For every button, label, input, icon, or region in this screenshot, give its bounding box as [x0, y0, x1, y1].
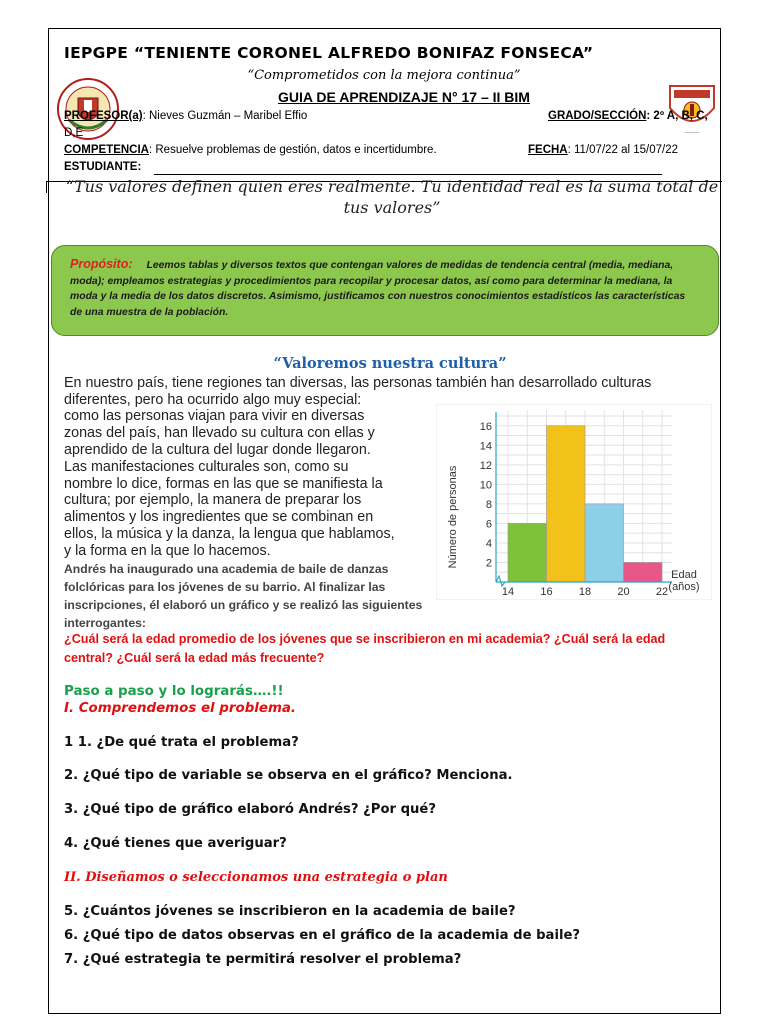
intro-line: Las manifestaciones culturales son, como su — [64, 459, 349, 475]
purpose-label: Propósito: — [70, 257, 133, 271]
age-histogram — [436, 404, 712, 600]
quote-bracket-left-v — [46, 181, 47, 193]
grado-continued: D,E — [64, 127, 84, 139]
grado-label: GRADO/SECCIÓN — [548, 110, 647, 122]
x-axis-label: Edad (años) — [668, 569, 700, 593]
x-tick-label: 20 — [617, 586, 630, 598]
grado-row — [548, 110, 708, 122]
question-item: 6. ¿Qué tipo de datos observas en el gráfico de la academia de baile? — [64, 928, 581, 943]
histogram-bar — [508, 523, 547, 582]
y-tick-label: 6 — [485, 518, 492, 531]
fecha-value: : 11/07/22 al 15/07/22 — [567, 144, 679, 156]
y-tick-label: 8 — [485, 498, 492, 511]
question-item: 3. ¿Qué tipo de gráfico elaboró Andrés? ¿Por qué? — [64, 802, 437, 817]
school-motto: “Comprometidos con la mejora continua” — [247, 68, 521, 83]
y-axis-label: Número de personas — [447, 465, 459, 569]
intro-line: alimentos y los ingredientes que se combinan en — [64, 509, 374, 525]
y-tick-label: 4 — [485, 537, 492, 550]
intro-line: cultura; por ejemplo, la manera de preparar los — [64, 492, 362, 508]
fecha-row — [528, 144, 678, 156]
histogram-bar — [585, 504, 624, 582]
question-item: 7. ¿Qué estrategia te permitirá resolver el problema? — [64, 952, 462, 967]
profesor-label: PROFESOR(a) — [64, 110, 143, 122]
histogram-bar — [547, 426, 586, 582]
estudiante-label: ESTUDIANTE: — [64, 161, 142, 173]
section-title: “Valoremos nuestra cultura” — [273, 355, 507, 372]
purpose-text: Leemos tablas y diversos textos que contengan valores de medidas de tendencia central (media, mediana, moda); empleamos estrategias y procedimientos para recopilar y procesar datos, así como para determinar la mediana, la moda y la media de los datos discretos. Asimismo, justificamos con nuestros conocimientos estadísticos las características de una muestra de la población. — [70, 260, 686, 318]
intro-line: aprendido de la cultura del lugar donde llegaron. — [64, 442, 371, 458]
intro-line: ellos, la música y la danza, la lengua que hablamos, — [64, 526, 395, 542]
intro-line: diferentes, pero ha ocurrido algo muy especial: — [64, 392, 362, 408]
purpose-box — [51, 245, 719, 336]
key-questions: ¿Cuál será la edad promedio de los jóvenes que se inscribieron en mi academia? ¿Cuál será la edad central? ¿Cuál será la edad más frecuente? — [64, 632, 666, 665]
estudiante-line — [154, 174, 662, 175]
profesor-row — [64, 110, 307, 122]
profesor-value: : Nieves Guzmán – Maribel Effio — [142, 110, 308, 122]
question-item: 1 1. ¿De qué trata el problema? — [64, 735, 299, 750]
question-item: 4. ¿Qué tienes que averiguar? — [64, 836, 287, 851]
question-item: 2. ¿Qué tipo de variable se observa en el gráfico? Menciona. — [64, 768, 513, 783]
intro-line: En nuestro país, tiene regiones tan diversas, las personas también han desarrollado culturas — [64, 375, 652, 391]
school-logo — [664, 76, 720, 136]
x-tick-label: 14 — [501, 586, 515, 598]
andres-paragraph: Andrés ha inaugurado una academia de baile de danzas folclóricas para los jóvenes de su barrio. Al finalizar las inscripciones, él elaboró un gráfico y se realizó las siguientes interrogantes: — [64, 562, 423, 630]
x-tick-label: 18 — [578, 586, 592, 598]
step-1-title: I. Comprendemos el problema. — [64, 701, 297, 716]
competencia-value: : Resuelve problemas de gestión, datos e incertidumbre. — [148, 144, 437, 156]
x-tick-label: 22 — [655, 586, 669, 598]
school-name: IEPGPE “TENIENTE CORONEL ALFREDO BONIFAZ FONSECA” — [64, 44, 594, 62]
y-tick-label: 2 — [485, 557, 492, 570]
y-tick-label: 14 — [479, 440, 492, 453]
intro-line: como las personas viajan para vivir en diversas — [64, 408, 365, 424]
fecha-label: FECHA — [528, 144, 568, 156]
step-by-step-heading: Paso a paso y lo lograrás….!! — [64, 684, 284, 699]
competencia-row — [64, 144, 437, 156]
values-quote: “Tus valores definen quien eres realmente. Tu identidad real es la suma total de tus valores” — [65, 177, 719, 217]
intro-line: y la forma en la que lo hacemos. — [64, 543, 271, 559]
step-2-title: II. Diseñamos o seleccionamos una estrategia o plan — [64, 870, 448, 885]
svg-text:_____: _____ — [685, 128, 699, 134]
intro-line: zonas del país, han llevado su cultura con ellas y — [64, 425, 375, 441]
intro-line: nombre lo dice, formas en las que se manifiesta la — [64, 476, 383, 492]
y-tick-label: 16 — [479, 420, 492, 433]
question-item: 5. ¿Cuántos jóvenes se inscribieron en la academia de baile? — [64, 904, 516, 919]
estudiante-row — [64, 161, 141, 173]
histogram-bar — [624, 562, 663, 582]
x-tick-label: 16 — [540, 586, 553, 598]
grado-value: : 2º A, B, C, — [646, 110, 708, 122]
guide-title: GUIA DE APRENDIZAJE N° 17 – II BIM — [278, 89, 530, 105]
y-tick-label: 12 — [479, 459, 492, 472]
competencia-label: COMPETENCIA — [64, 144, 149, 156]
y-tick-label: 10 — [479, 479, 492, 492]
